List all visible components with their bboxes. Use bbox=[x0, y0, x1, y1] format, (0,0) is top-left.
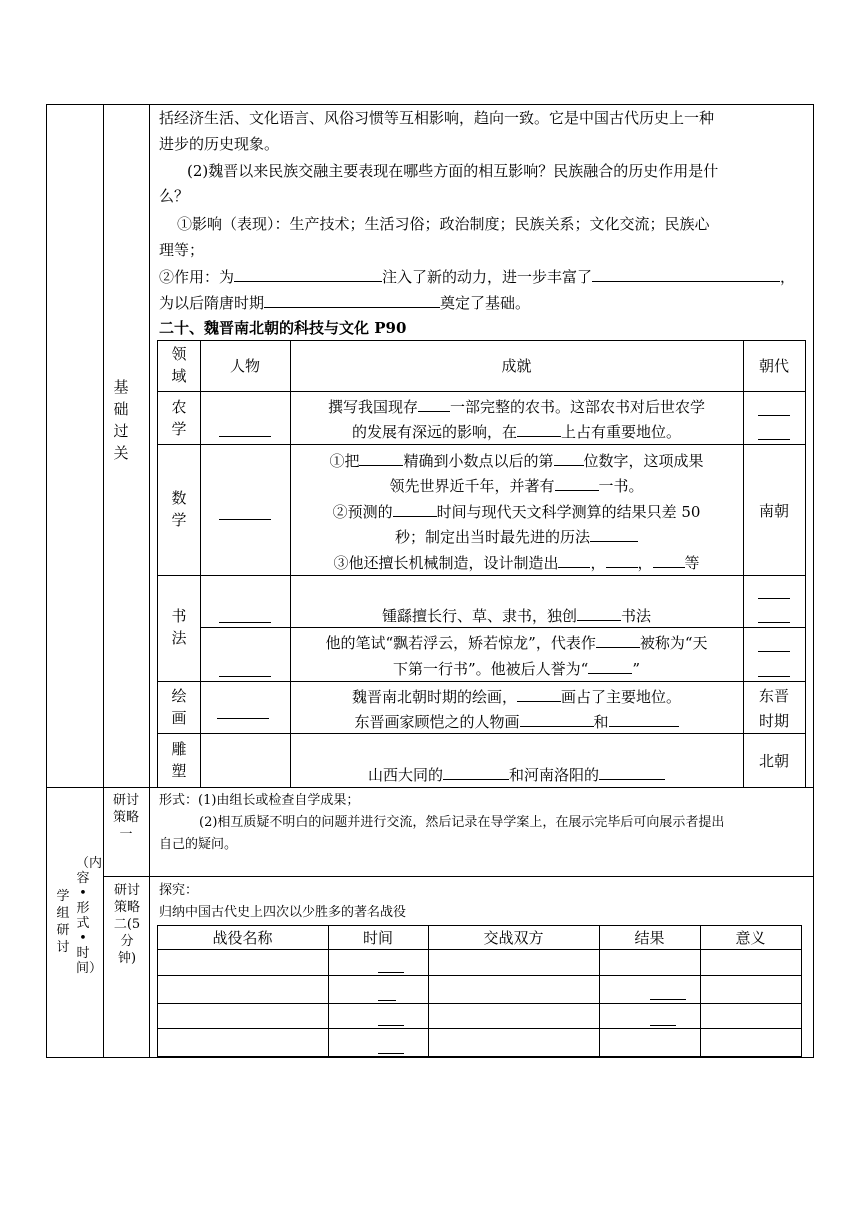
dynasty-blank[interactable] bbox=[758, 400, 790, 416]
agri-line bbox=[290, 421, 743, 442]
question-2-line: 么？ bbox=[159, 187, 190, 205]
dynasty-painting: 时期 bbox=[758, 712, 789, 730]
fill-blank[interactable] bbox=[554, 450, 584, 466]
calligraphy-text: 他的笔试“飘若浮云，矫若惊龙”，代表作 bbox=[325, 634, 596, 652]
basic-paragraph-line: 进步的历史现象。 bbox=[159, 135, 280, 153]
battle-table-border bbox=[157, 1056, 802, 1057]
dynasty-blank[interactable] bbox=[758, 636, 790, 652]
fill-blank[interactable] bbox=[653, 552, 685, 568]
math-line bbox=[290, 450, 743, 471]
header-achievement: 成就 bbox=[501, 357, 532, 375]
time-blank[interactable] bbox=[378, 1053, 404, 1054]
fill-blank[interactable] bbox=[606, 552, 638, 568]
fill-blank[interactable] bbox=[588, 658, 632, 674]
header-field: 领域 bbox=[171, 345, 187, 385]
col-divider-1 bbox=[103, 104, 104, 1058]
fill-blank[interactable] bbox=[555, 475, 599, 491]
calligraphy-text: 被称为“天 bbox=[639, 634, 708, 652]
tech-col-border bbox=[157, 340, 158, 787]
header-dynasty: 朝代 bbox=[758, 357, 789, 375]
answer-2-text: ， bbox=[780, 268, 796, 286]
fill-blank[interactable] bbox=[418, 396, 450, 412]
fill-blank[interactable] bbox=[596, 632, 640, 648]
battle-header-name: 战役名称 bbox=[212, 929, 273, 947]
strategy-2-label: 研讨策略二(5分钟) bbox=[113, 883, 141, 966]
strategy-2-line: 归纳中国古代史上四次以少胜多的著名战役 bbox=[159, 905, 407, 920]
painting-text: 画占了主要地位。 bbox=[561, 688, 682, 706]
fill-blank[interactable] bbox=[590, 526, 638, 542]
math-text: ①把 bbox=[329, 452, 360, 470]
battle-row-border bbox=[157, 949, 802, 950]
group-side-label: 学组研讨 bbox=[56, 889, 70, 955]
basic-side-label: 基础过关 bbox=[113, 378, 129, 462]
table-right-border bbox=[813, 104, 814, 1058]
field-calligraphy: 书法 bbox=[171, 607, 187, 647]
result-blank[interactable] bbox=[650, 999, 686, 1000]
dynasty-math: 南朝 bbox=[758, 502, 789, 520]
dynasty-blank[interactable] bbox=[758, 607, 790, 623]
basic-paragraph-line: 括经济生活、文化语言、风俗习惯等互相影响，趋向一致。它是中国古代历史上一种 bbox=[159, 109, 715, 127]
agri-text: 上占有重要地位。 bbox=[561, 423, 682, 441]
battle-header-sides: 交战双方 bbox=[483, 929, 544, 947]
dynasty-painting: 东晋 bbox=[758, 687, 789, 705]
group-side-note: （内容•形式•时间） bbox=[76, 856, 103, 976]
calligraphy-text: ” bbox=[632, 660, 640, 678]
time-blank[interactable] bbox=[378, 1025, 404, 1026]
tech-table-border bbox=[157, 340, 805, 341]
fill-blank[interactable] bbox=[443, 764, 509, 780]
fill-blank[interactable] bbox=[264, 292, 440, 308]
answer-2-text: 为以后隋唐时期 bbox=[159, 294, 265, 312]
battle-row-border bbox=[157, 1028, 802, 1029]
person-blank[interactable] bbox=[219, 421, 271, 437]
answer-1-line: 理等； bbox=[159, 241, 205, 259]
strategy-1-label: 研讨策略一 bbox=[112, 793, 139, 842]
calligraphy-text: 锺繇擅长行、草、隶书，独创 bbox=[381, 607, 577, 625]
fill-blank[interactable] bbox=[599, 764, 665, 780]
math-text: ③他还擅长机械制造，设计制造出 bbox=[333, 554, 559, 572]
math-line bbox=[290, 526, 743, 547]
strategy-2-line: 探究： bbox=[159, 883, 199, 898]
tech-row-border bbox=[157, 681, 805, 682]
fill-blank[interactable] bbox=[558, 552, 590, 568]
tech-row-border bbox=[157, 733, 805, 734]
fill-blank[interactable] bbox=[517, 686, 561, 702]
answer-2-line bbox=[159, 292, 530, 313]
table-bottom-border bbox=[46, 1057, 814, 1058]
painting-text: 和 bbox=[593, 713, 609, 731]
question-2-line: (2)魏晋以来民族交融主要表现在哪些方面的相互影响？民族融合的历史作用是什 bbox=[187, 162, 719, 180]
painting-line bbox=[290, 711, 743, 732]
math-text: 时间与现代天文科学测算的结果只差 50 bbox=[436, 503, 701, 521]
time-blank[interactable] bbox=[378, 1000, 396, 1001]
section-title: 二十、魏晋南北朝的科技与文化 P90 bbox=[159, 319, 407, 337]
fill-blank[interactable] bbox=[517, 421, 561, 437]
calligraphy-text: 下第一行书”。他被后人誉为“ bbox=[392, 660, 589, 678]
person-blank[interactable] bbox=[219, 661, 271, 677]
fill-blank[interactable] bbox=[592, 266, 780, 282]
battle-table-border bbox=[157, 925, 802, 926]
answer-2-text: 奠定了基础。 bbox=[440, 294, 531, 312]
tech-row-border bbox=[157, 444, 805, 445]
answer-1-line: ①影响（表现）：生产技术；生活习俗；政治制度；民族关系；文化交流；民族心 bbox=[177, 215, 710, 233]
person-blank[interactable] bbox=[219, 504, 271, 520]
strategy-1-line: 自己的疑问。 bbox=[159, 837, 238, 852]
person-blank[interactable] bbox=[217, 703, 269, 719]
field-painting: 绘画 bbox=[171, 687, 187, 727]
answer-2-text: 注入了新的动力，进一步丰富了 bbox=[382, 268, 593, 286]
math-line bbox=[290, 501, 743, 522]
fill-blank[interactable] bbox=[609, 711, 679, 727]
header-person: 人物 bbox=[229, 357, 260, 375]
math-text: 位数字，这项成果 bbox=[583, 452, 704, 470]
sculpture-line bbox=[290, 764, 743, 785]
answer-2-text: ②作用：为 bbox=[159, 268, 235, 286]
tech-row-border bbox=[157, 391, 805, 392]
math-text: 等 bbox=[684, 554, 700, 572]
fill-blank[interactable] bbox=[520, 711, 594, 727]
time-blank[interactable] bbox=[378, 972, 404, 973]
fill-blank[interactable] bbox=[577, 605, 621, 621]
field-sculpture: 雕塑 bbox=[171, 740, 187, 780]
math-text: 精确到小数点以后的第 bbox=[403, 452, 554, 470]
col-divider-2 bbox=[149, 104, 150, 1058]
math-text: 一书。 bbox=[598, 477, 644, 495]
painting-text: 东晋画家顾恺之的人物画 bbox=[354, 713, 520, 731]
field-math: 数学 bbox=[171, 489, 187, 529]
person-blank[interactable] bbox=[219, 607, 271, 623]
dynasty-blank[interactable] bbox=[758, 661, 790, 677]
tech-row-border bbox=[157, 575, 805, 576]
math-line bbox=[290, 475, 743, 496]
calligraphy-text: 书法 bbox=[621, 607, 652, 625]
sculpture-text: 山西大同的 bbox=[367, 766, 443, 784]
strategy-1-line: (2)相互质疑不明白的问题并进行交流，然后记录在导学案上，在展示完毕后可向展示者提出 bbox=[199, 815, 725, 830]
dynasty-blank[interactable] bbox=[758, 424, 790, 440]
table-top-border bbox=[46, 104, 814, 105]
agri-line bbox=[290, 396, 743, 417]
fill-blank[interactable] bbox=[359, 450, 403, 466]
math-line bbox=[290, 552, 743, 573]
calligraphy-line bbox=[290, 605, 743, 626]
result-blank[interactable] bbox=[650, 1025, 676, 1026]
dynasty-blank[interactable] bbox=[758, 583, 790, 599]
section-divider bbox=[46, 787, 814, 788]
field-agriculture: 农学 bbox=[171, 398, 187, 438]
math-text: 秒；制定出当时最先进的历法 bbox=[394, 528, 590, 546]
agri-text: 的发展有深远的影响，在 bbox=[351, 423, 517, 441]
tech-col-border bbox=[805, 340, 806, 787]
calligraphy-line bbox=[290, 658, 743, 679]
tech-col-border bbox=[200, 340, 201, 787]
painting-line bbox=[290, 686, 743, 707]
agri-text: 撰写我国现存 bbox=[327, 398, 418, 416]
painting-text: 魏晋南北朝时期的绘画， bbox=[351, 688, 517, 706]
fill-blank[interactable] bbox=[234, 266, 382, 282]
dynasty-sculpture: 北朝 bbox=[758, 752, 789, 770]
battle-row-border bbox=[157, 975, 802, 976]
strategy-divider bbox=[103, 876, 814, 877]
battle-col-border bbox=[801, 925, 802, 1057]
math-text: ②预测的 bbox=[332, 503, 393, 521]
battle-header-result: 结果 bbox=[634, 929, 665, 947]
battle-header-time: 时间 bbox=[362, 929, 393, 947]
calligraphy-line bbox=[290, 632, 743, 653]
math-text: ， bbox=[637, 554, 653, 572]
battle-header-meaning: 意义 bbox=[735, 929, 766, 947]
math-text: ， bbox=[590, 554, 606, 572]
answer-2-line bbox=[159, 266, 795, 287]
battle-row-border bbox=[157, 1003, 802, 1004]
agri-text: 一部完整的农书。这部农书对后世农学 bbox=[450, 398, 706, 416]
sculpture-text: 和河南洛阳的 bbox=[509, 766, 600, 784]
table-left-border bbox=[46, 104, 47, 1058]
math-text: 领先世界近千年，并著有 bbox=[389, 477, 555, 495]
strategy-1-line: 形式：(1)由组长或检查自学成果； bbox=[159, 793, 360, 808]
fill-blank[interactable] bbox=[393, 501, 437, 517]
